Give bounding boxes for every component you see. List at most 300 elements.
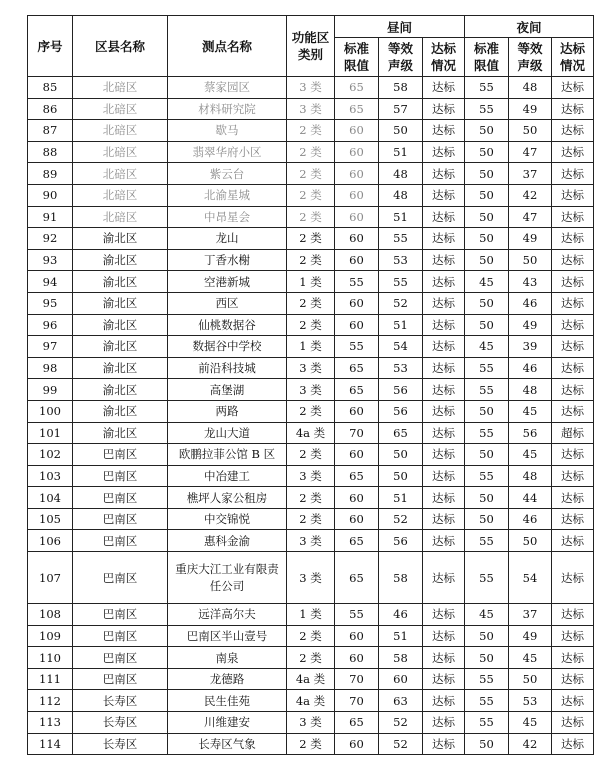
cell-district: 渝北区 — [73, 400, 168, 422]
cell-night-status: 达标 — [552, 733, 594, 755]
cell-day-level: 55 — [379, 228, 423, 250]
cell-day-level: 52 — [379, 508, 423, 530]
cell-night-limit: 45 — [465, 604, 509, 626]
cell-function-zone: 2 类 — [287, 249, 335, 271]
cell-night-level: 47 — [509, 206, 552, 228]
cell-night-level: 45 — [509, 444, 552, 466]
cell-district: 北碚区 — [73, 120, 168, 142]
cell-day-limit: 60 — [335, 228, 379, 250]
header-night-level-line1: 等效 — [517, 41, 543, 56]
cell-day-status: 达标 — [423, 508, 465, 530]
cell-district: 巴南区 — [73, 487, 168, 509]
cell-night-limit: 55 — [465, 77, 509, 99]
cell-night-limit: 50 — [465, 400, 509, 422]
cell-day-status: 达标 — [423, 249, 465, 271]
cell-site: 惠科金渝 — [168, 530, 287, 552]
cell-day-limit: 60 — [335, 163, 379, 185]
cell-day-status: 达标 — [423, 77, 465, 99]
cell-night-status: 达标 — [552, 98, 594, 120]
cell-night-level: 54 — [509, 552, 552, 604]
header-night-status-line2: 情况 — [559, 58, 585, 73]
cell-day-level: 58 — [379, 647, 423, 669]
cell-night-level: 53 — [509, 690, 552, 712]
cell-night-status: 达标 — [552, 625, 594, 647]
cell-day-limit: 55 — [335, 604, 379, 626]
header-daytime: 昼间 — [335, 16, 465, 38]
cell-night-limit: 50 — [465, 508, 509, 530]
cell-function-zone: 2 类 — [287, 292, 335, 314]
cell-day-limit: 55 — [335, 271, 379, 293]
cell-day-limit: 60 — [335, 625, 379, 647]
cell-day-level: 58 — [379, 77, 423, 99]
cell-night-level: 45 — [509, 647, 552, 669]
cell-day-status: 达标 — [423, 98, 465, 120]
cell-district: 北碚区 — [73, 141, 168, 163]
cell-day-limit: 65 — [335, 357, 379, 379]
cell-night-level: 42 — [509, 733, 552, 755]
cell-function-zone: 3 类 — [287, 379, 335, 401]
cell-night-level: 46 — [509, 292, 552, 314]
cell-night-level: 46 — [509, 508, 552, 530]
cell-day-limit: 65 — [335, 712, 379, 734]
cell-function-zone: 2 类 — [287, 487, 335, 509]
cell-district: 长寿区 — [73, 733, 168, 755]
cell-day-status: 达标 — [423, 141, 465, 163]
cell-day-limit: 65 — [335, 379, 379, 401]
cell-seq: 92 — [28, 228, 73, 250]
cell-day-level: 57 — [379, 98, 423, 120]
cell-night-level: 46 — [509, 357, 552, 379]
cell-district: 北碚区 — [73, 77, 168, 99]
cell-day-limit: 70 — [335, 422, 379, 444]
cell-day-level: 51 — [379, 314, 423, 336]
cell-district: 巴南区 — [73, 668, 168, 690]
table-row — [28, 422, 594, 444]
cell-site: 南泉 — [168, 647, 287, 669]
cell-function-zone: 2 类 — [287, 141, 335, 163]
cell-day-level: 52 — [379, 292, 423, 314]
cell-night-level: 37 — [509, 604, 552, 626]
cell-site: 空港新城 — [168, 271, 287, 293]
table-row — [28, 400, 594, 422]
cell-night-limit: 55 — [465, 98, 509, 120]
cell-night-level: 44 — [509, 487, 552, 509]
cell-function-zone: 2 类 — [287, 647, 335, 669]
cell-site: 前沿科技城 — [168, 357, 287, 379]
cell-day-limit: 60 — [335, 444, 379, 466]
cell-night-status: 达标 — [552, 530, 594, 552]
cell-district: 北碚区 — [73, 206, 168, 228]
cell-seq: 96 — [28, 314, 73, 336]
cell-seq: 95 — [28, 292, 73, 314]
cell-function-zone: 3 类 — [287, 552, 335, 604]
cell-seq: 86 — [28, 98, 73, 120]
cell-day-limit: 65 — [335, 552, 379, 604]
cell-function-zone: 3 类 — [287, 357, 335, 379]
header-function-zone-line1: 功能区 — [291, 30, 330, 45]
cell-night-limit: 50 — [465, 163, 509, 185]
cell-day-status: 达标 — [423, 163, 465, 185]
cell-seq: 108 — [28, 604, 73, 626]
cell-day-limit: 60 — [335, 647, 379, 669]
cell-night-status: 达标 — [552, 379, 594, 401]
cell-night-status: 达标 — [552, 184, 594, 206]
cell-night-status: 达标 — [552, 690, 594, 712]
cell-day-status: 达标 — [423, 336, 465, 358]
cell-seq: 94 — [28, 271, 73, 293]
cell-night-status: 达标 — [552, 668, 594, 690]
cell-day-limit: 70 — [335, 668, 379, 690]
cell-day-limit: 70 — [335, 690, 379, 712]
cell-function-zone: 2 类 — [287, 184, 335, 206]
cell-day-limit: 60 — [335, 314, 379, 336]
cell-night-status: 达标 — [552, 508, 594, 530]
cell-night-limit: 50 — [465, 184, 509, 206]
cell-day-level: 60 — [379, 668, 423, 690]
header-site: 测点名称 — [168, 16, 287, 77]
cell-night-limit: 50 — [465, 228, 509, 250]
cell-site: 中冶建工 — [168, 465, 287, 487]
cell-seq: 105 — [28, 508, 73, 530]
cell-function-zone: 2 类 — [287, 400, 335, 422]
cell-function-zone: 2 类 — [287, 120, 335, 142]
cell-night-level: 45 — [509, 712, 552, 734]
cell-day-level: 56 — [379, 379, 423, 401]
cell-day-limit: 65 — [335, 465, 379, 487]
cell-night-level: 49 — [509, 314, 552, 336]
cell-night-status: 达标 — [552, 163, 594, 185]
cell-night-status: 达标 — [552, 604, 594, 626]
cell-seq: 102 — [28, 444, 73, 466]
table-row — [28, 120, 594, 142]
cell-district: 巴南区 — [73, 508, 168, 530]
cell-night-status: 达标 — [552, 400, 594, 422]
cell-day-status: 达标 — [423, 379, 465, 401]
cell-day-status: 达标 — [423, 690, 465, 712]
cell-seq: 88 — [28, 141, 73, 163]
cell-day-level: 48 — [379, 163, 423, 185]
cell-day-level: 56 — [379, 400, 423, 422]
cell-site: 樵坪人家公租房 — [168, 487, 287, 509]
cell-seq: 97 — [28, 336, 73, 358]
header-day-status-line1: 达标 — [430, 41, 456, 56]
table-row — [28, 314, 594, 336]
cell-seq: 111 — [28, 668, 73, 690]
cell-night-level: 49 — [509, 228, 552, 250]
cell-site: 仙桃数据谷 — [168, 314, 287, 336]
table-row — [28, 271, 594, 293]
cell-day-status: 达标 — [423, 733, 465, 755]
cell-site: 紫云台 — [168, 163, 287, 185]
cell-day-level: 52 — [379, 733, 423, 755]
table-row — [28, 206, 594, 228]
cell-day-level: 50 — [379, 465, 423, 487]
cell-night-level: 39 — [509, 336, 552, 358]
cell-day-status: 达标 — [423, 668, 465, 690]
table-row — [28, 733, 594, 755]
cell-district: 北碚区 — [73, 163, 168, 185]
cell-district: 渝北区 — [73, 314, 168, 336]
cell-function-zone: 3 类 — [287, 77, 335, 99]
cell-function-zone: 2 类 — [287, 163, 335, 185]
table-row — [28, 530, 594, 552]
cell-site: 巴南区半山壹号 — [168, 625, 287, 647]
cell-district: 渝北区 — [73, 292, 168, 314]
cell-day-status: 达标 — [423, 465, 465, 487]
cell-function-zone: 2 类 — [287, 444, 335, 466]
cell-seq: 89 — [28, 163, 73, 185]
cell-day-status: 达标 — [423, 228, 465, 250]
cell-seq: 103 — [28, 465, 73, 487]
cell-night-status: 达标 — [552, 141, 594, 163]
cell-district: 巴南区 — [73, 604, 168, 626]
cell-seq: 106 — [28, 530, 73, 552]
header-day-level-line2: 声级 — [387, 58, 413, 73]
cell-seq: 101 — [28, 422, 73, 444]
cell-night-status: 达标 — [552, 647, 594, 669]
cell-day-limit: 60 — [335, 249, 379, 271]
cell-function-zone: 3 类 — [287, 530, 335, 552]
cell-day-status: 达标 — [423, 422, 465, 444]
table-row — [28, 552, 594, 604]
cell-night-status: 达标 — [552, 314, 594, 336]
cell-function-zone: 1 类 — [287, 336, 335, 358]
cell-day-limit: 60 — [335, 733, 379, 755]
cell-day-level: 51 — [379, 625, 423, 647]
cell-day-limit: 60 — [335, 184, 379, 206]
table-row — [28, 184, 594, 206]
cell-night-status: 达标 — [552, 271, 594, 293]
cell-site: 两路 — [168, 400, 287, 422]
cell-day-level: 55 — [379, 271, 423, 293]
cell-night-status: 达标 — [552, 228, 594, 250]
cell-night-limit: 45 — [465, 271, 509, 293]
cell-day-limit: 60 — [335, 120, 379, 142]
cell-night-status: 达标 — [552, 206, 594, 228]
cell-seq: 98 — [28, 357, 73, 379]
cell-day-status: 达标 — [423, 444, 465, 466]
cell-night-level: 50 — [509, 120, 552, 142]
cell-night-status: 达标 — [552, 712, 594, 734]
cell-site: 材料研究院 — [168, 98, 287, 120]
cell-night-limit: 50 — [465, 487, 509, 509]
table-row — [28, 141, 594, 163]
cell-night-limit: 50 — [465, 647, 509, 669]
cell-night-limit: 50 — [465, 733, 509, 755]
header-day-limit-line1: 标准 — [343, 41, 369, 56]
table-row — [28, 625, 594, 647]
cell-night-level: 42 — [509, 184, 552, 206]
cell-seq: 90 — [28, 184, 73, 206]
cell-function-zone: 4a 类 — [287, 668, 335, 690]
cell-day-level: 63 — [379, 690, 423, 712]
cell-district: 渝北区 — [73, 271, 168, 293]
cell-seq: 109 — [28, 625, 73, 647]
cell-function-zone: 3 类 — [287, 98, 335, 120]
cell-day-status: 达标 — [423, 184, 465, 206]
cell-district: 北碚区 — [73, 184, 168, 206]
cell-site: 北渝星城 — [168, 184, 287, 206]
cell-day-status: 达标 — [423, 604, 465, 626]
cell-district: 渝北区 — [73, 422, 168, 444]
cell-district: 长寿区 — [73, 712, 168, 734]
table-row — [28, 249, 594, 271]
cell-district: 巴南区 — [73, 552, 168, 604]
header-seq: 序号 — [28, 16, 73, 77]
cell-night-status: 达标 — [552, 249, 594, 271]
cell-day-limit: 60 — [335, 141, 379, 163]
cell-day-status: 达标 — [423, 357, 465, 379]
cell-night-status: 达标 — [552, 77, 594, 99]
cell-day-status: 达标 — [423, 120, 465, 142]
cell-night-level: 47 — [509, 141, 552, 163]
cell-night-limit: 50 — [465, 292, 509, 314]
cell-site: 高堡湖 — [168, 379, 287, 401]
cell-site: 川维建安 — [168, 712, 287, 734]
header-day-status-line2: 情况 — [430, 58, 456, 73]
cell-day-level: 46 — [379, 604, 423, 626]
table-row — [28, 357, 594, 379]
header-night-status — [552, 38, 594, 77]
cell-district: 巴南区 — [73, 444, 168, 466]
cell-site: 远洋高尔夫 — [168, 604, 287, 626]
cell-night-status: 达标 — [552, 487, 594, 509]
cell-day-level: 51 — [379, 206, 423, 228]
cell-district: 巴南区 — [73, 647, 168, 669]
cell-site: 中昂星会 — [168, 206, 287, 228]
cell-day-level: 53 — [379, 249, 423, 271]
cell-district: 渝北区 — [73, 249, 168, 271]
cell-seq: 91 — [28, 206, 73, 228]
cell-day-level: 52 — [379, 712, 423, 734]
header-nighttime: 夜间 — [465, 16, 594, 38]
cell-day-status: 达标 — [423, 206, 465, 228]
cell-night-limit: 55 — [465, 465, 509, 487]
table-row — [28, 508, 594, 530]
cell-district: 渝北区 — [73, 336, 168, 358]
cell-day-level: 58 — [379, 552, 423, 604]
cell-night-limit: 50 — [465, 625, 509, 647]
table-row — [28, 465, 594, 487]
cell-function-zone: 3 类 — [287, 465, 335, 487]
header-day-level-line1: 等效 — [387, 41, 413, 56]
cell-night-limit: 55 — [465, 690, 509, 712]
cell-seq: 112 — [28, 690, 73, 712]
cell-day-limit: 55 — [335, 336, 379, 358]
cell-night-level: 50 — [509, 530, 552, 552]
cell-day-limit: 65 — [335, 530, 379, 552]
cell-day-status: 达标 — [423, 530, 465, 552]
cell-seq: 100 — [28, 400, 73, 422]
table-row — [28, 647, 594, 669]
cell-function-zone: 2 类 — [287, 206, 335, 228]
header-day-limit-line2: 限值 — [343, 58, 369, 73]
cell-night-status: 达标 — [552, 336, 594, 358]
cell-site: 龙德路 — [168, 668, 287, 690]
cell-night-limit: 45 — [465, 336, 509, 358]
cell-function-zone: 4a 类 — [287, 422, 335, 444]
table-row — [28, 292, 594, 314]
cell-district: 巴南区 — [73, 625, 168, 647]
cell-day-level: 51 — [379, 487, 423, 509]
table-row — [28, 336, 594, 358]
cell-night-limit: 55 — [465, 379, 509, 401]
header-night-level-line2: 声级 — [517, 58, 543, 73]
header-night-limit-line1: 标准 — [473, 41, 499, 56]
cell-district: 巴南区 — [73, 530, 168, 552]
cell-day-limit: 60 — [335, 206, 379, 228]
cell-site: 龙山 — [168, 228, 287, 250]
cell-night-limit: 55 — [465, 530, 509, 552]
cell-site: 欧鹏拉菲公馆 B 区 — [168, 444, 287, 466]
cell-day-level: 51 — [379, 141, 423, 163]
cell-function-zone: 2 类 — [287, 625, 335, 647]
cell-day-status: 达标 — [423, 314, 465, 336]
cell-site: 数据谷中学校 — [168, 336, 287, 358]
cell-night-limit: 50 — [465, 444, 509, 466]
cell-function-zone: 1 类 — [287, 271, 335, 293]
cell-site: 西区 — [168, 292, 287, 314]
cell-day-limit: 65 — [335, 98, 379, 120]
cell-night-status: 达标 — [552, 357, 594, 379]
cell-night-level: 56 — [509, 422, 552, 444]
header-day-level — [379, 38, 423, 77]
cell-night-limit: 50 — [465, 314, 509, 336]
cell-day-limit: 60 — [335, 400, 379, 422]
cell-night-level: 50 — [509, 249, 552, 271]
cell-night-status: 达标 — [552, 292, 594, 314]
cell-day-status: 达标 — [423, 400, 465, 422]
cell-site: 民生佳苑 — [168, 690, 287, 712]
cell-night-limit: 50 — [465, 249, 509, 271]
cell-night-level: 49 — [509, 625, 552, 647]
cell-seq: 99 — [28, 379, 73, 401]
cell-night-limit: 55 — [465, 552, 509, 604]
table-body — [28, 77, 594, 755]
cell-district: 北碚区 — [73, 98, 168, 120]
cell-seq: 93 — [28, 249, 73, 271]
table-row — [28, 604, 594, 626]
table-row — [28, 444, 594, 466]
header-function-zone — [287, 16, 335, 77]
table-row — [28, 228, 594, 250]
cell-site: 中交锦悦 — [168, 508, 287, 530]
header-function-zone-line2: 类别 — [297, 47, 323, 62]
cell-day-level: 50 — [379, 120, 423, 142]
cell-day-limit: 60 — [335, 487, 379, 509]
table-row — [28, 668, 594, 690]
cell-night-limit: 55 — [465, 357, 509, 379]
cell-night-limit: 55 — [465, 422, 509, 444]
cell-function-zone: 2 类 — [287, 508, 335, 530]
table-row — [28, 98, 594, 120]
cell-seq: 85 — [28, 77, 73, 99]
cell-function-zone: 2 类 — [287, 228, 335, 250]
cell-night-limit: 50 — [465, 206, 509, 228]
cell-night-level: 48 — [509, 465, 552, 487]
table-row — [28, 163, 594, 185]
header-night-limit-line2: 限值 — [473, 58, 499, 73]
cell-day-status: 达标 — [423, 292, 465, 314]
cell-day-level: 50 — [379, 444, 423, 466]
cell-seq: 107 — [28, 552, 73, 604]
cell-site: 重庆大江工业有限责任公司 — [168, 552, 287, 604]
cell-night-status: 达标 — [552, 552, 594, 604]
header-day-status — [423, 38, 465, 77]
cell-site: 翡翠华府小区 — [168, 141, 287, 163]
table-header — [28, 16, 594, 77]
cell-seq: 113 — [28, 712, 73, 734]
